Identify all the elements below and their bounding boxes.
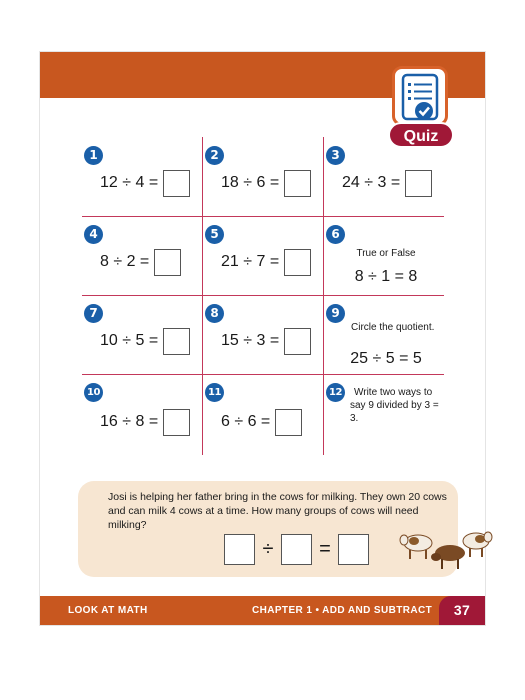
problem-9: [326, 295, 446, 374]
problem-number: 5: [205, 225, 224, 244]
problem-number: 3: [326, 146, 345, 165]
problem-number: 12: [326, 383, 345, 402]
page-number: 37: [439, 596, 485, 625]
word-problem-text: Josi is helping her father bring in the cows for milking. They own 20 cows and can milk 4 cows at a time. How many groups of cows will need milking?: [108, 491, 447, 531]
answer-box[interactable]: [275, 409, 302, 436]
problem-expression: 24 ÷ 3 =: [342, 174, 401, 191]
problem-number: 11: [205, 383, 224, 402]
page-footer: [40, 596, 485, 625]
problem-8: [205, 295, 325, 374]
answer-box[interactable]: [163, 170, 190, 197]
problem-number: 2: [205, 146, 224, 165]
checklist-icon: [392, 66, 448, 126]
problem-2: [205, 137, 325, 216]
answer-box[interactable]: [163, 328, 190, 355]
quiz-label: Quiz: [388, 122, 454, 148]
answer-box[interactable]: [224, 534, 255, 565]
problem-3: [326, 137, 446, 216]
problem-number: 8: [205, 304, 224, 323]
problem-11: [205, 374, 325, 453]
problem-7: [84, 295, 204, 374]
problem-expression: 10 ÷ 5 =: [100, 332, 159, 349]
problem-expression: 8 ÷ 2 =: [100, 253, 150, 270]
problem-prompt-line: say 9 divided by 3 = 3.: [350, 400, 439, 424]
footer-chapter-title: CHAPTER 1 • ADD AND SUBTRACT: [252, 605, 433, 616]
cows-illustration: [398, 525, 494, 573]
problem-expression: 12 ÷ 4 =: [100, 174, 159, 191]
problem-5: [205, 216, 325, 295]
equals-sign: =: [319, 538, 331, 560]
problem-prompt: Circle the quotient.: [351, 322, 435, 333]
problem-expression: 18 ÷ 6 =: [221, 174, 280, 191]
problem-4: [84, 216, 204, 295]
problem-number: 7: [84, 304, 103, 323]
problem-number: 10: [84, 383, 103, 402]
problem-expression: 16 ÷ 8 =: [100, 413, 159, 430]
problem-grid: [82, 137, 444, 455]
answer-box[interactable]: [284, 328, 311, 355]
answer-box[interactable]: [405, 170, 432, 197]
problem-number: 1: [84, 146, 103, 165]
answer-box[interactable]: [163, 409, 190, 436]
workbook-page: [40, 52, 485, 625]
problem-statement[interactable]: 25 ÷ 5 = 5: [350, 350, 422, 367]
problem-expression: 6 ÷ 6 =: [221, 413, 271, 430]
problem-1: [84, 137, 204, 216]
answer-box[interactable]: [281, 534, 312, 565]
problem-6: [326, 216, 446, 295]
problem-prompt: True or False: [356, 248, 416, 259]
problem-10: [84, 374, 204, 453]
answer-box[interactable]: [284, 170, 311, 197]
answer-box[interactable]: [338, 534, 369, 565]
word-problem-equation: [224, 534, 369, 565]
divide-sign: ÷: [262, 538, 274, 560]
problem-12: [326, 374, 446, 453]
problem-number: 9: [326, 304, 345, 323]
problem-number: 4: [84, 225, 103, 244]
problem-number: 6: [326, 225, 345, 244]
problem-expression: 21 ÷ 7 =: [221, 253, 280, 270]
word-problem-box: [78, 481, 458, 577]
footer-series-title: LOOK AT MATH: [68, 605, 148, 616]
answer-box[interactable]: [154, 249, 181, 276]
problem-statement[interactable]: 8 ÷ 1 = 8: [354, 268, 418, 285]
problem-expression: 15 ÷ 3 =: [221, 332, 280, 349]
problem-prompt-line: Write two ways to: [354, 387, 433, 398]
answer-box[interactable]: [284, 249, 311, 276]
